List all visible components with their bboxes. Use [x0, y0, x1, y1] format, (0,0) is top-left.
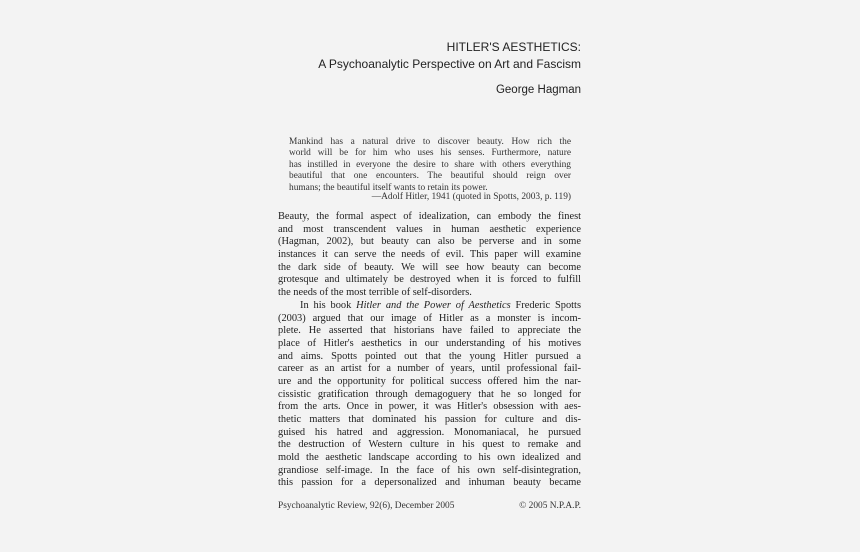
epigraph-line: world will be for him who uses his senses. Furthermore, nature	[289, 148, 571, 159]
book-title: Hitler and the Power of Aesthetics	[356, 299, 511, 311]
paragraph-2-first-line	[278, 300, 581, 313]
paragraph-2-line: cissistic gratification through demagoguery that he so longed for	[278, 388, 581, 400]
paragraph-2-line: grandiose self-image. In the face of his own self-disintegration,	[278, 464, 581, 476]
body-text	[278, 211, 581, 490]
paragraph-2-line: place of Hitler's aesthetics in our understanding of his motives	[278, 337, 581, 349]
paragraph-2-line: the destruction of Western culture in his quest to remake and	[278, 439, 581, 451]
paragraph-2-line: thetic matters that dominated his passion for culture and dis-	[278, 414, 581, 425]
paragraph-2-line: plete. He asserted that historians have failed to appreciate the	[278, 325, 581, 337]
paragraph-2-line: (2003) argued that our image of Hitler as a monster is incom-	[278, 312, 581, 324]
journal-citation: Psychoanalytic Review, 92(6), December 2005	[278, 501, 455, 511]
paragraph-1-line: the dark side of beauty. We will see how beauty can become	[278, 261, 581, 273]
paragraph-1-line: grotesque and ultimately be destroyed when it is forced to fulfill	[278, 274, 581, 286]
paragraph-2-line: and aims. Spotts pointed out that the young Hitler pursued a	[278, 350, 581, 362]
epigraph-line: has instilled in everyone the desire to share with others everything	[289, 159, 571, 170]
epigraph-line: Mankind has a natural drive to discover beauty. How rich the	[289, 137, 571, 147]
paragraph-1-line: (Hagman, 2002), but beauty can also be perverse and in some	[278, 236, 581, 248]
paragraph-2-line: career as an artist for a number of years, until professional fail-	[278, 363, 581, 375]
paper-title: HITLER'S AESTHETICS:	[446, 40, 581, 54]
paragraph-1-line: and most transcendent values in human aesthetic experience	[278, 223, 581, 235]
paragraph-2-line: mold the aesthetic landscape according to his own idealized and	[278, 452, 581, 464]
paragraph-2-line: guised his hatred and aggression. Monomaniacal, he pursued	[278, 426, 581, 438]
epigraph-attribution: —Adolf Hitler, 1941 (quoted in Spotts, 2003, p. 119)	[371, 192, 571, 202]
paragraph-2-line: from the arts. Once in power, it was Hitler's obsession with aes-	[278, 401, 581, 413]
paragraph-2-suffix: Frederic Spotts	[510, 299, 581, 311]
paragraph-1-line: instances it can serve the needs of evil. This paper will examine	[278, 249, 581, 261]
paragraph-2-line: ure and the opportunity for political success offered him the nar-	[278, 375, 581, 387]
copyright-notice: © 2005 N.P.A.P.	[519, 501, 581, 511]
epigraph-line: beautiful that one encounters. The beautiful should reign over	[289, 171, 571, 182]
paragraph-2-line: this passion for a depersonalized and inhuman beauty became	[278, 477, 581, 489]
paragraph-1-line: the needs of the most terrible of self-disorders.	[278, 287, 472, 299]
paragraph-1-line: Beauty, the formal aspect of idealization, can embody the finest	[278, 211, 581, 222]
epigraph-quote	[289, 137, 571, 194]
paragraph-2-prefix: In his book	[300, 299, 357, 311]
epigraph-line: humans; the beautiful itself wants to retain its power.	[289, 182, 488, 193]
paper-author: George Hagman	[495, 84, 581, 96]
paper-subtitle: A Psychoanalytic Perspective on Art and Fascism	[318, 57, 581, 71]
